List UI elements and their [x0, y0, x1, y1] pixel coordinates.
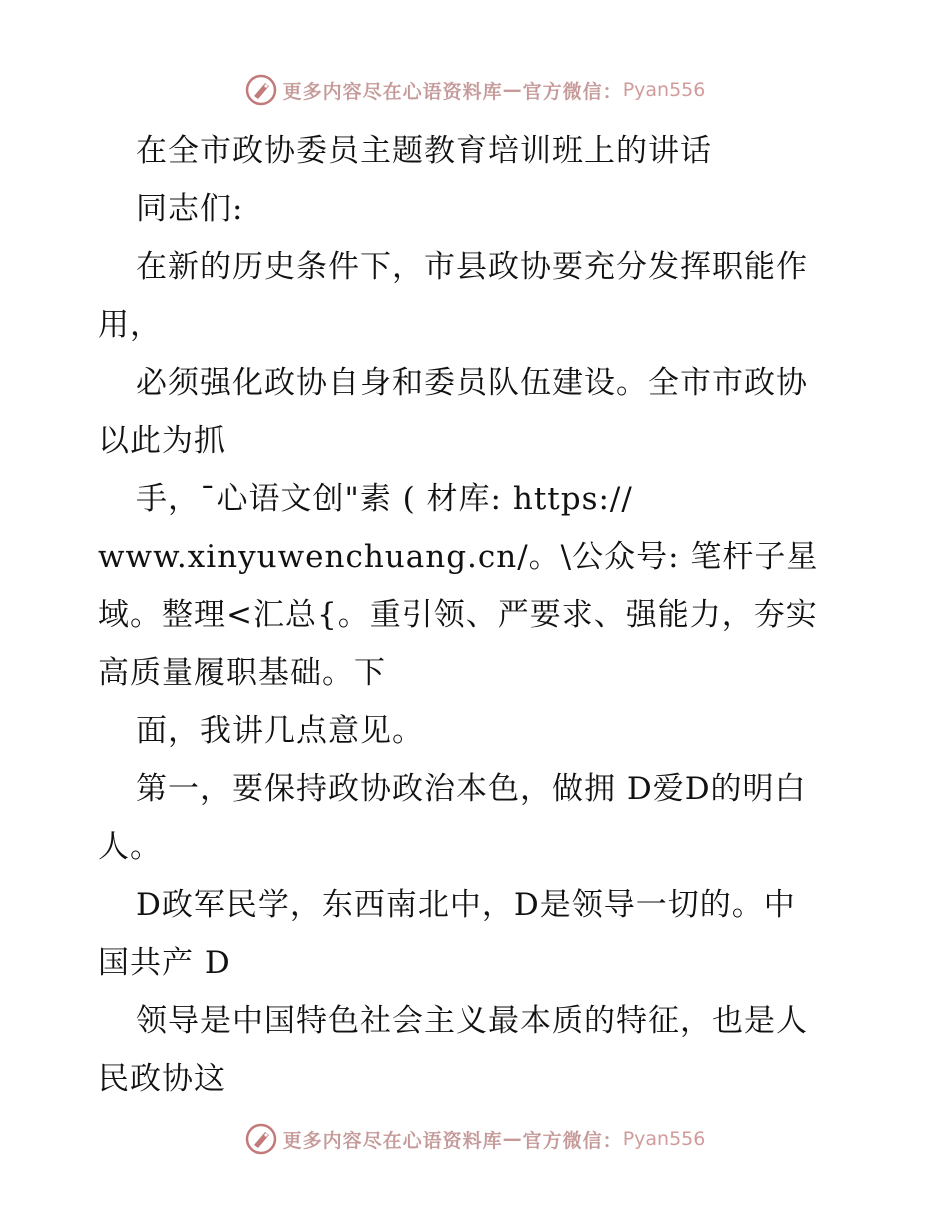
document-title: 在全市政协委员主题教育培训班上的讲话 — [136, 133, 712, 169]
paragraph-line: 手，¯心语文创"素 ( 材库: https:// — [136, 481, 633, 517]
watermark-separator: — — [502, 1128, 523, 1150]
paragraph-line: www.xinyuwenchuang.cn/。\公众号: 笔杆子星 — [98, 539, 819, 575]
document-body — [98, 122, 858, 1108]
watermark-brand: 更多内容尽在心语资料库 — [282, 1129, 503, 1152]
watermark-label: 官方微信： — [522, 1129, 623, 1152]
watermark-separator: — — [502, 79, 523, 101]
watermark-id: Pyan556 — [622, 79, 706, 101]
paragraph-line: D政军民学，东西南北中，D是领导一切的。中 — [136, 887, 796, 923]
paragraph-line: 域。整理<汇总{。重引领、严要求、强能力，夯实 — [98, 597, 818, 633]
paragraph-line: 民政协这 — [98, 1061, 226, 1097]
watermark-id: Pyan556 — [622, 1128, 706, 1150]
salutation: 同志们: — [136, 191, 244, 227]
paragraph-line: 高质量履职基础。下 — [98, 655, 386, 691]
paragraph-line: 人。 — [98, 829, 162, 865]
paragraph-line: 用， — [98, 307, 162, 343]
watermark-label: 官方微信： — [522, 80, 623, 103]
paragraph-line: 国共产 D — [98, 945, 231, 981]
paragraph-line: 领导是中国特色社会主义最本质的特征，也是人 — [136, 1003, 808, 1039]
paragraph-line: 第一，要保持政协政治本色，做拥 D爱D的明白 — [136, 771, 807, 807]
watermark-brand: 更多内容尽在心语资料库 — [282, 80, 503, 103]
footer-watermark — [0, 1119, 950, 1159]
pen-nib-icon — [245, 74, 277, 106]
paragraph-line: 在新的历史条件下，市县政协要充分发挥职能作 — [136, 249, 808, 285]
pen-nib-icon — [245, 1123, 277, 1155]
paragraph-line: 以此为抓 — [98, 423, 226, 459]
paragraph-line: 面，我讲几点意见。 — [136, 713, 424, 749]
header-watermark — [0, 70, 950, 110]
paragraph-line: 必须强化政协自身和委员队伍建设。全市市政协 — [136, 365, 808, 401]
